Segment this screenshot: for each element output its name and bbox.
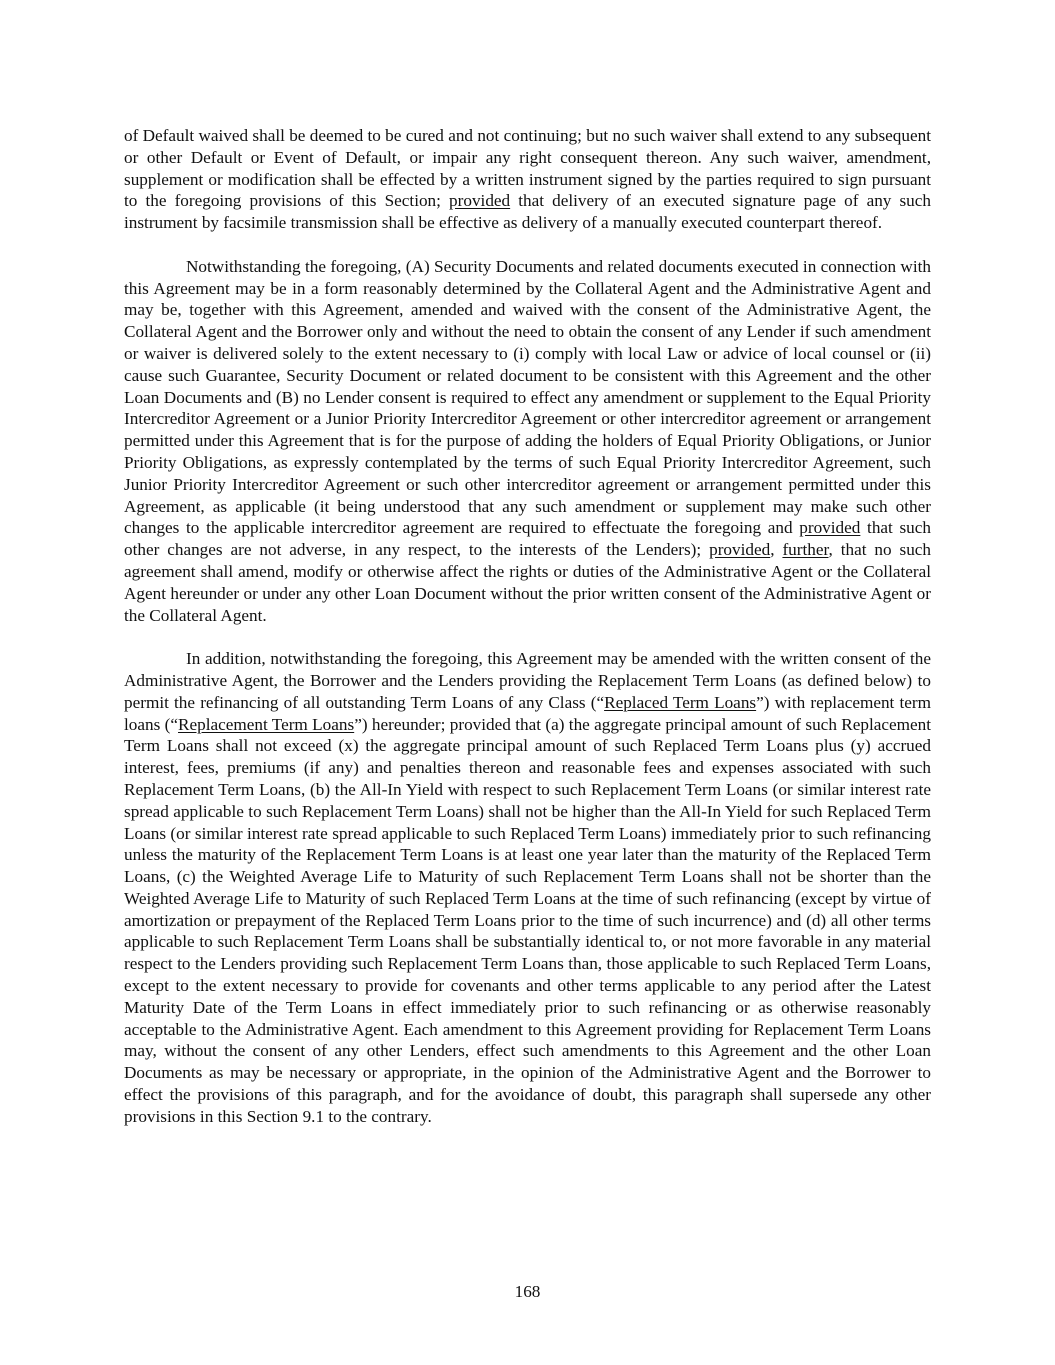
defined-term-replacement-term-loans: Replacement Term Loans [178, 714, 355, 734]
defined-term-provided: provided [799, 518, 861, 538]
page-number: 168 [514, 1282, 541, 1301]
text-run: In addition, notwithstanding the foregoing, this Agreement may be amended with the written consent of the Administrative Agent, the Borrower and the Lenders providing the Replacement Term Loans (as defined below) to permit the refinancing of all outstanding Term Loans of any Class (“ [124, 649, 931, 712]
text-run: Notwithstanding the foregoing, (A) Security Documents and related documents executed in connection with this Agreement may be in a form reasonably determined by the Collateral Agent and the Administrative Agent and may be, together with this Agreement, amended and waived with the consent of the Administrative Agent, the Collateral Agent and the Borrower only and without the need to obtain the consent of any Lender if such amendment or waiver is delivered solely to the extent necessary to (i) comply with local Law or advice of local counsel or (ii) cause such Guarantee, Security Document or related document to be consistent with this Agreement and the other Loan Documents and (B) no Lender consent is required to effect any amendment or supplement to the Equal Priority Intercreditor Agreement or a Junior Priority Intercreditor Agreement or other intercreditor agreement or arrangement permitted under this Agreement that is for the purpose of adding the holders of Equal Priority Obligations, or Junior Priority Obligations, as expressly contemplated by the terms of such Equal Priority Intercreditor Agreement, such Junior Priority Intercreditor Agreement or such other intercreditor agreement or arrangement permitted under this Agreement, as applicable (it being understood that any such amendment or supplement may make such other changes to the applicable intercreditor agreement are required to effectuate the foregoing and [124, 256, 931, 538]
text-run: that such other changes are not adverse, in any respect, to the interests of the Lenders); [124, 518, 931, 560]
defined-term-further: further [782, 540, 829, 560]
paragraph-replacement-term-loans [124, 648, 931, 1128]
paragraph-waiver-effect [124, 125, 931, 234]
paragraph-security-documents [124, 256, 931, 627]
defined-term-provided: provided [449, 191, 511, 211]
text-run: ”) hereunder; provided that (a) the aggregate principal amount of such Replacement Term Loans shall not exceed (x) the aggregate principal amount of such Replaced Term Loans plus (y) accrued interest, fees, premiums (if any) and penalties thereon and reasonable fees and expenses associated with such Replacement Term Loans, (b) the All-In Yield with respect to such Replacement Term Loans (or similar interest rate spread applicable to such Replacement Term Loans) shall not be higher than the All-In Yield for such Replaced Term Loans (or similar interest rate spread applicable to such Replaced Term Loans) immediately prior to such refinancing unless the maturity of the Replacement Term Loans is at least one year later than the maturity of the Replaced Term Loans, (c) the Weighted Average Life to Maturity of such Replacement Term Loans shall not be shorter than the Weighted Average Life to Maturity of such Replaced Term Loans at the time of such refinancing (except by virtue of amortization or prepayment of the Replaced Term Loans prior to the time of such incurrence) and (d) all other terms applicable to such Replacement Term Loans shall be substantially identical to, or not more favorable in any material respect to the Lenders providing such Replacement Term Loans than, those applicable to such Replaced Term Loans, except to the extent necessary to provide for covenants and other terms applicable to any period after the Latest Maturity Date of the Term Loans in effect immediately prior to such refinancing or as otherwise reasonably acceptable to the Administrative Agent. Each amendment to this Agreement providing for Replacement Term Loans may, without the consent of any other Lenders, effect such amendments to this Agreement and the other Loan Documents as may be necessary or appropriate, in the opinion of the Administrative Agent and the Borrower to effect the provisions of this paragraph, and for the avoidance of doubt, this paragraph shall supersede any other provisions in this Section 9.1 to the contrary. [124, 714, 931, 1126]
text-run: of Default waived shall be deemed to be cured and not continuing; but no such waiver shall extend to any subsequent or other Default or Event of Default, or impair any right consequent thereon. Any such waiver, amendment, supplement or modification shall be effected by a written instrument signed by the parties required to sign pursuant to the foregoing provisions of this Section; [124, 126, 931, 211]
text-run: ”) with replacement term loans (“ [124, 692, 931, 734]
document-page [124, 125, 931, 1149]
text-run: , [770, 540, 783, 560]
text-run: , that no such agreement shall amend, modify or otherwise affect the rights or duties of the Administrative Agent or the Collateral Agent hereunder or under any other Loan Document without the prior written consent of the Administrative Agent or the Collateral Agent. [124, 540, 932, 625]
defined-term-provided: provided [709, 540, 771, 560]
defined-term-replaced-term-loans: Replaced Term Loans [604, 692, 757, 712]
text-run: that delivery of an executed signature page of any such instrument by facsimile transmission shall be effective as delivery of a manually executed counterpart thereof. [124, 191, 932, 233]
